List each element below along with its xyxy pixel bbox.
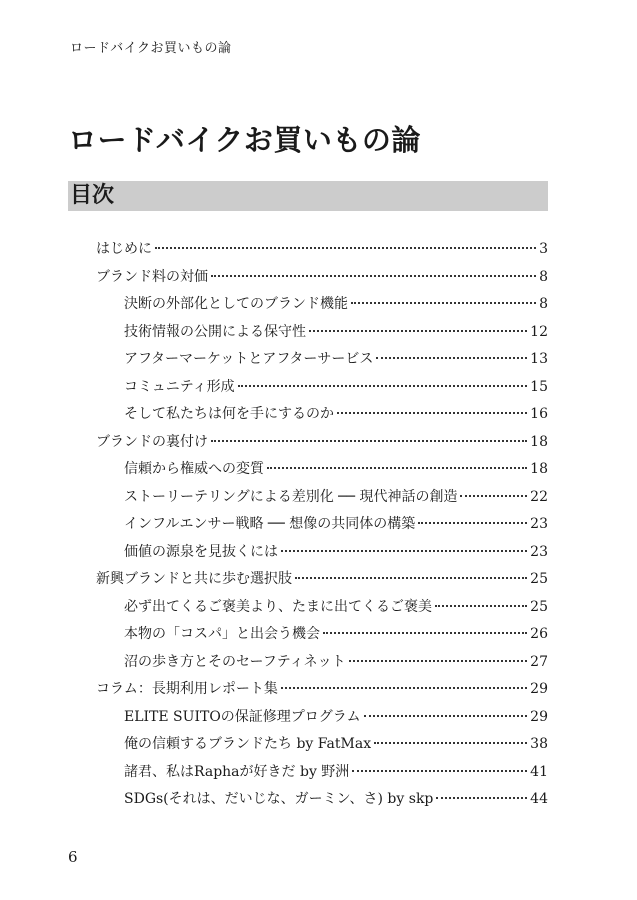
toc-leader-dots bbox=[211, 275, 536, 277]
toc-entry-page: 25 bbox=[530, 598, 548, 615]
toc-entry-label: 本物の「コスパ」と出会う機会 bbox=[124, 626, 320, 642]
toc-leader-dots bbox=[374, 742, 527, 744]
toc-entry-page: 23 bbox=[530, 516, 548, 532]
toc-entry[interactable] bbox=[96, 293, 548, 321]
toc-entry-page: 18 bbox=[530, 433, 548, 450]
toc-leader-dots bbox=[351, 302, 536, 304]
toc-leader-dots bbox=[352, 770, 527, 772]
toc-leader-dots bbox=[460, 495, 527, 497]
toc-entry-label: アフターマーケットとアフターサービス bbox=[124, 351, 374, 367]
toc-entry-label: 必ず出てくるご褒美より、たまに出てくるご褒美 bbox=[124, 598, 432, 615]
book-title: ロードバイクお買いもの論 bbox=[68, 123, 421, 157]
toc-entry-page: 25 bbox=[530, 571, 548, 587]
toc-entry[interactable] bbox=[96, 431, 548, 459]
toc-entry-page: 22 bbox=[530, 488, 548, 505]
toc-leader-dots bbox=[435, 605, 527, 607]
toc-entry[interactable] bbox=[96, 568, 548, 596]
toc-leader-dots bbox=[323, 632, 527, 634]
toc-leader-dots bbox=[309, 330, 527, 332]
toc-entry-page: 44 bbox=[530, 791, 548, 807]
toc-entry[interactable] bbox=[96, 678, 548, 706]
toc-entry-label: 諸君、私はRaphaが好きだ by 野洲 bbox=[124, 763, 350, 780]
toc-entry[interactable] bbox=[96, 238, 548, 266]
toc-entry-page: 13 bbox=[530, 351, 548, 367]
toc-entry-page: 26 bbox=[530, 626, 548, 642]
toc-entry-page: 18 bbox=[530, 461, 548, 477]
toc-entry-page: 8 bbox=[539, 296, 548, 312]
toc-entry-label: SDGs(それは、だいじな、ガーミン、さ) by skp bbox=[124, 791, 434, 807]
toc-entry-page: 12 bbox=[530, 323, 548, 340]
toc-entry-label: 新興ブランドと共に歩む選択肢 bbox=[96, 571, 292, 587]
toc-entry[interactable] bbox=[96, 513, 548, 541]
toc-entry-label: ELITE SUITOの保証修理プログラム bbox=[124, 708, 361, 725]
toc-entry[interactable] bbox=[96, 348, 548, 376]
toc-entry-label: コラム：長期利用レポート集 bbox=[96, 681, 278, 697]
toc-leader-dots bbox=[211, 440, 527, 442]
toc-entry[interactable] bbox=[96, 761, 548, 789]
toc-leader-dots bbox=[281, 550, 527, 552]
running-header: ロードバイクお買いもの論 bbox=[70, 41, 232, 56]
toc-entry-page: 29 bbox=[530, 681, 548, 697]
toc-entry-page: 23 bbox=[530, 543, 548, 560]
toc-entry-label: ストーリーテリングによる差別化 ── 現代神話の創造 bbox=[124, 488, 458, 505]
toc-leader-dots bbox=[337, 412, 527, 414]
toc-entry-label: 沼の歩き方とそのセーフティネット bbox=[124, 653, 346, 670]
toc-heading-bar bbox=[68, 181, 548, 211]
toc-leader-dots bbox=[155, 247, 536, 249]
toc-leader-dots bbox=[376, 357, 527, 359]
toc-entry[interactable] bbox=[96, 733, 548, 761]
toc-leader-dots bbox=[281, 687, 527, 689]
toc-entry-label: 技術情報の公開による保守性 bbox=[124, 323, 306, 340]
toc-entry-label: インフルエンサー戦略 ── 想像の共同体の構築 bbox=[124, 516, 416, 532]
toc-leader-dots bbox=[418, 522, 527, 524]
toc-entry[interactable] bbox=[96, 321, 548, 349]
toc-entry-label: 信頼から権威への変質 bbox=[124, 461, 264, 477]
toc-entry[interactable] bbox=[96, 623, 548, 651]
toc-entry[interactable] bbox=[96, 403, 548, 431]
toc-entry-label: ブランド料の対価 bbox=[96, 268, 208, 285]
toc-entry-page: 15 bbox=[530, 378, 548, 395]
toc-entry-label: ブランドの裏付け bbox=[96, 433, 208, 450]
toc-entry[interactable] bbox=[96, 376, 548, 404]
toc-leader-dots bbox=[436, 797, 527, 799]
toc-leader-dots bbox=[267, 467, 527, 469]
table-of-contents bbox=[96, 238, 548, 816]
toc-entry[interactable] bbox=[96, 458, 548, 486]
toc-entry[interactable] bbox=[96, 596, 548, 624]
toc-entry[interactable] bbox=[96, 266, 548, 294]
toc-leader-dots bbox=[349, 660, 528, 662]
toc-entry-label: 価値の源泉を見抜くには bbox=[124, 543, 278, 560]
toc-entry-page: 27 bbox=[530, 653, 548, 670]
toc-entry[interactable] bbox=[96, 486, 548, 514]
toc-entry-page: 41 bbox=[530, 763, 548, 780]
toc-entry-label: コミュニティ形成 bbox=[124, 378, 235, 395]
toc-entry-label: そして私たちは何を手にするのか bbox=[124, 406, 334, 422]
toc-entry-label: はじめに bbox=[96, 241, 152, 257]
toc-entry-page: 16 bbox=[530, 406, 548, 422]
toc-entry-label: 決断の外部化としてのブランド機能 bbox=[124, 296, 348, 312]
toc-entry-label: 俺の信頼するブランドたち by FatMax bbox=[124, 736, 372, 752]
toc-entry[interactable] bbox=[96, 541, 548, 569]
toc-entry-page: 38 bbox=[530, 736, 548, 752]
toc-leader-dots bbox=[238, 385, 528, 387]
toc-entry-page: 29 bbox=[530, 708, 548, 725]
toc-entry[interactable] bbox=[96, 706, 548, 734]
toc-entry-page: 3 bbox=[539, 241, 548, 257]
toc-entry-page: 8 bbox=[539, 268, 548, 285]
toc-heading: 目次 bbox=[70, 183, 115, 208]
page-number: 6 bbox=[68, 848, 78, 866]
toc-entry[interactable] bbox=[96, 788, 548, 816]
toc-leader-dots bbox=[295, 577, 527, 579]
toc-entry[interactable] bbox=[96, 651, 548, 679]
toc-leader-dots bbox=[364, 715, 528, 717]
